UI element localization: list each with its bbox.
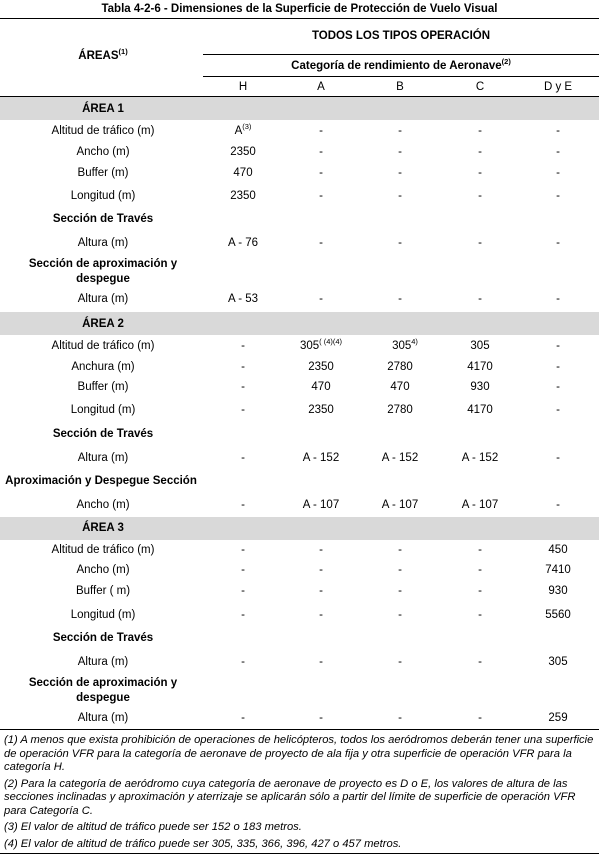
cell-de: -	[556, 404, 560, 416]
cell-de: -	[556, 190, 560, 202]
cell-h: -	[241, 609, 245, 621]
cell-c: 305	[470, 340, 490, 352]
cell-c: -	[478, 125, 482, 137]
cell-de: -	[556, 146, 560, 158]
cell-a: -	[319, 712, 323, 724]
cell-b: A - 152	[381, 452, 419, 464]
cell-a: -	[319, 564, 323, 576]
cell-a: A - 107	[302, 499, 340, 511]
row-label: Ancho (m)	[76, 499, 130, 511]
cell-h: -	[241, 712, 245, 724]
cell-c: -	[478, 564, 482, 576]
row-label: Buffer (m)	[77, 167, 129, 179]
cell-h: -	[241, 499, 245, 511]
row-label: Altura (m)	[77, 452, 129, 464]
cell-a: -	[319, 609, 323, 621]
cell-c: A - 107	[461, 499, 499, 511]
row-label: Longitud (m)	[70, 404, 136, 416]
cell-de: 450	[548, 544, 568, 556]
cell-h: A - 53	[227, 293, 259, 305]
cell-b: -	[398, 167, 402, 179]
cell-de: -	[556, 499, 560, 511]
cell-h: -	[241, 340, 245, 352]
cell-de: -	[556, 340, 560, 352]
section-label: Aproximación y Despegue Sección	[5, 475, 197, 487]
cell-de: 7410	[545, 564, 571, 576]
cell-a: -	[319, 146, 323, 158]
cell-c: -	[478, 585, 482, 597]
col-header-b: B	[396, 81, 404, 93]
row-label: Buffer (m)	[77, 381, 129, 393]
area1-label: ÁREA 1	[82, 103, 124, 115]
cell-a: -	[319, 190, 323, 202]
cell-de: 5560	[545, 609, 571, 621]
row-label: Altura (m)	[77, 293, 129, 305]
footnote: (1) A menos que exista prohibición de operaciones de helicópteros, todos los aeródromos deberán tener una superficie de operación VFR para la categoría de aeronave de proyecto de ala fija y otra superficie de operación VFR para la categoría H.	[4, 734, 594, 773]
cell-a: -	[319, 293, 323, 305]
cell-b: 2780	[387, 404, 413, 416]
rule-top	[0, 18, 599, 19]
section-label: Sección de aproximación y despegue	[28, 677, 178, 704]
cell-c: 930	[470, 381, 490, 393]
cell-a: -	[319, 585, 323, 597]
row-label: Ancho (m)	[76, 146, 130, 158]
cell-a: -	[319, 544, 323, 556]
footnotes	[4, 734, 596, 854]
cell-b: -	[398, 585, 402, 597]
areas-header: ÁREAS$^{(1)}$	[78, 47, 128, 62]
cell-h: 2350	[230, 190, 256, 202]
cell-c: -	[478, 656, 482, 668]
cell-b: 2780	[387, 361, 413, 373]
cell-de: -	[556, 381, 560, 393]
cell-h: A - 76	[227, 237, 259, 249]
area2-label: ÁREA 2	[82, 318, 124, 330]
subgroup-header: Categoría de rendimiento de Aeronave$^{(2)}$	[291, 57, 511, 72]
col-header-c: C	[475, 81, 485, 93]
cell-b: -	[398, 656, 402, 668]
cell-h: 470	[233, 167, 253, 179]
row-label: Longitud (m)	[70, 609, 136, 621]
area3-label: ÁREA 3	[82, 522, 124, 534]
col-header-de: D y E	[543, 81, 573, 93]
cell-h: -	[241, 544, 245, 556]
section-label: Sección de Través	[52, 213, 154, 225]
col-header-a: A	[317, 81, 325, 93]
cell-h: -	[241, 656, 245, 668]
cell-h: -	[241, 585, 245, 597]
cell-c: -	[478, 167, 482, 179]
rule-table-end	[0, 729, 599, 730]
row-label: Altura (m)	[77, 237, 129, 249]
row-label: Buffer ( m)	[75, 585, 131, 597]
cell-de: -	[556, 125, 560, 137]
cell-de: -	[556, 452, 560, 464]
cell-b: 305$^{4)}$	[392, 337, 418, 352]
cell-c: -	[478, 293, 482, 305]
cell-a: $305^{( (4)(4)}$	[299, 337, 343, 352]
rule-group	[203, 54, 599, 55]
cell-b: A - 107	[381, 499, 419, 511]
cell-h: -	[241, 381, 245, 393]
cell-c: 4170	[467, 404, 493, 416]
cell-h: -	[241, 361, 245, 373]
cell-c: -	[478, 544, 482, 556]
footnote: (3) El valor de altitud de tráfico puede ser 152 o 183 metros.	[4, 821, 302, 833]
cell-c: -	[478, 237, 482, 249]
cell-a: -	[319, 125, 323, 137]
cell-de: -	[556, 293, 560, 305]
rule-subgroup	[203, 76, 599, 77]
row-label: Altitud de tráfico (m)	[51, 544, 155, 556]
cell-h: 2350	[230, 146, 256, 158]
cell-de: -	[556, 237, 560, 249]
col-header-h: H	[238, 81, 248, 93]
cell-h: -	[241, 452, 245, 464]
cell-c: -	[478, 190, 482, 202]
section-label: Sección de Través	[52, 632, 154, 644]
cell-b: -	[398, 190, 402, 202]
cell-b: -	[398, 125, 402, 137]
cell-h: $A^{(3)}$	[234, 122, 252, 137]
cell-a: 470	[311, 381, 331, 393]
cell-b: -	[398, 564, 402, 576]
cell-de: 305	[548, 656, 568, 668]
row-label: Ancho (m)	[76, 564, 130, 576]
cell-c: 4170	[467, 361, 493, 373]
row-label: Altura (m)	[77, 712, 129, 724]
section-label: Sección de Través	[52, 428, 154, 440]
cell-b: -	[398, 293, 402, 305]
cell-c: -	[478, 609, 482, 621]
row-label: Anchura (m)	[71, 361, 135, 373]
cell-c: -	[478, 712, 482, 724]
cell-b: -	[398, 237, 402, 249]
cell-b: -	[398, 544, 402, 556]
cell-de: 259	[548, 712, 568, 724]
cell-de: -	[556, 361, 560, 373]
cell-a: -	[319, 237, 323, 249]
cell-a: 2350	[308, 361, 334, 373]
cell-de: 930	[548, 585, 568, 597]
table-title: Tabla 4-2-6 - Dimensiones de la Superficie de Protección de Vuelo Visual	[101, 3, 498, 15]
cell-b: -	[398, 146, 402, 158]
cell-b: 470	[390, 381, 410, 393]
group-header: TODOS LOS TIPOS OPERACIÓN	[311, 30, 491, 42]
cell-b: -	[398, 609, 402, 621]
cell-h: -	[241, 404, 245, 416]
rule-bottom	[0, 853, 599, 854]
section-label: Sección de aproximación y despegue	[28, 258, 178, 285]
footnote: (2) Para la categoría de aeródromo cuya categoría de aeronave de proyecto es D o E, los valores de altura de las secciones inclinadas y aproximación y aterrizaje se aplicarán sólo a partir del límite de superficie de operación VFR para Categoría C.	[4, 777, 576, 817]
cell-c: A - 152	[461, 452, 499, 464]
row-label: Longitud (m)	[70, 190, 136, 202]
row-label: Altura (m)	[77, 656, 129, 668]
row-label: Altitud de tráfico (m)	[51, 125, 155, 137]
cell-a: A - 152	[302, 452, 340, 464]
footnote: (4) El valor de altitud de tráfico puede ser 305, 335, 366, 396, 427 o 457 metros.	[4, 837, 402, 850]
cell-de: -	[556, 167, 560, 179]
cell-a: 2350	[308, 404, 334, 416]
cell-a: -	[319, 167, 323, 179]
cell-a: -	[319, 656, 323, 668]
cell-b: -	[398, 712, 402, 724]
cell-c: -	[478, 146, 482, 158]
cell-h: -	[241, 564, 245, 576]
row-label: Altitud de tráfico (m)	[51, 340, 155, 352]
